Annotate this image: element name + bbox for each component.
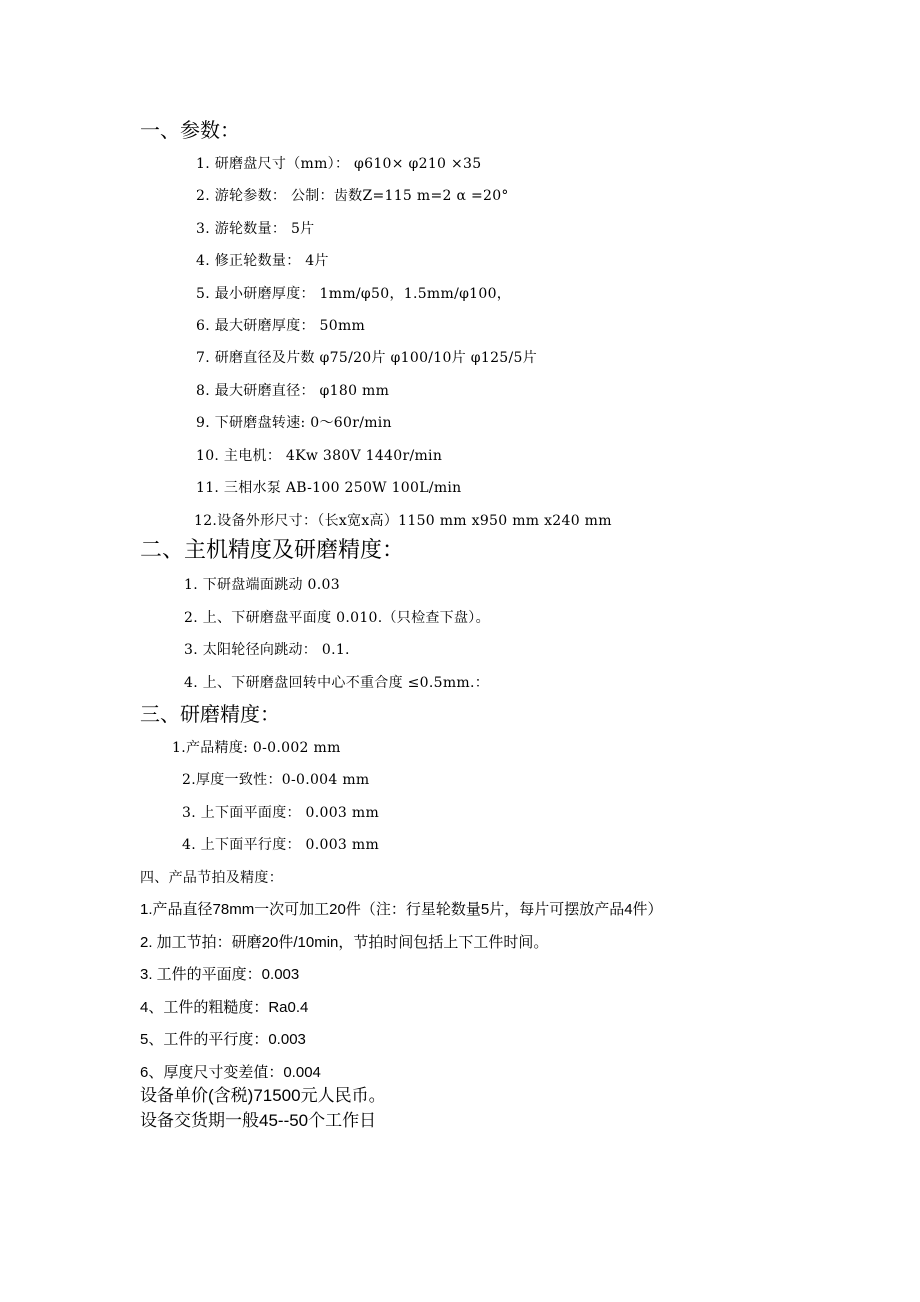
param-item-4: 4. 修正轮数量： 4片: [196, 253, 329, 269]
param-item-11: 11. 三相水泵 AB-100 250W 100L/min: [196, 480, 462, 496]
grinding-item-3: 3. 上下面平面度： 0.003 mm: [182, 805, 380, 821]
grinding-item-4: 4. 上下面平行度： 0.003 mm: [182, 837, 380, 853]
product-item-5: 5、工件的平行度：0.003: [140, 1031, 306, 1048]
delivery-line: 设备交货期一般45--50个工作日: [140, 1111, 377, 1130]
precision-item-4: 4. 上、下研磨盘回转中心不重合度 ≤0.5mm.：: [184, 675, 490, 691]
param-item-5: 5. 最小研磨厚度： 1mm/φ50，1.5mm/φ100，: [196, 286, 512, 302]
product-item-4: 4、工件的粗糙度：Ra0.4: [140, 999, 309, 1016]
param-item-8: 8. 最大研磨直径： φ180 mm: [196, 383, 390, 399]
precision-item-2: 2. 上、下研磨盘平面度 0.010.（只检查下盘）。: [184, 610, 490, 626]
section-3-title: 三、研磨精度：: [140, 702, 280, 726]
param-item-2: 2. 游轮参数： 公制：齿数Z=115 m=2 α =20°: [196, 188, 509, 204]
param-item-12: 12.设备外形尺寸：（长x宽x高）1150 mm x950 mm x240 mm: [194, 513, 612, 529]
precision-item-3: 3. 太阳轮径向跳动： 0.1.: [184, 642, 350, 658]
param-item-1: 1. 研磨盘尺寸（mm）： φ610× φ210 ×35: [196, 156, 482, 172]
grinding-item-2: 2.厚度一致性：0-0.004 mm: [182, 772, 370, 788]
product-item-1: 1.产品直径78mm一次可加工20件（注：行星轮数量5片，每片可摆放产品4件）: [140, 901, 663, 918]
param-item-10: 10. 主电机： 4Kw 380V 1440r/min: [196, 448, 443, 464]
grinding-item-1: 1.产品精度: 0-0.002 mm: [172, 740, 341, 756]
product-item-2: 2. 加工节拍：研磨20件/10min，节拍时间包括上下工件时间。: [140, 934, 549, 951]
section-2-title: 二、主机精度及研磨精度：: [140, 538, 405, 563]
product-item-6: 6、厚度尺寸变差值：0.004: [140, 1064, 321, 1081]
param-item-7: 7. 研磨直径及片数 φ75/20片 φ100/10片 φ125/5片: [196, 350, 538, 366]
product-item-3: 3. 工件的平面度：0.003: [140, 966, 300, 983]
precision-item-1: 1. 下研盘端面跳动 0.03: [184, 577, 340, 593]
param-item-3: 3. 游轮数量： 5片: [196, 221, 315, 237]
param-item-9: 9. 下研磨盘转速: 0～60r/min: [196, 415, 392, 431]
section-4-title: 四、产品节拍及精度：: [140, 870, 283, 886]
section-1-title: 一、参数：: [140, 118, 240, 142]
price-line: 设备单价(含税)71500元人民币。: [140, 1086, 386, 1105]
param-item-6: 6. 最大研磨厚度： 50mm: [196, 318, 366, 334]
